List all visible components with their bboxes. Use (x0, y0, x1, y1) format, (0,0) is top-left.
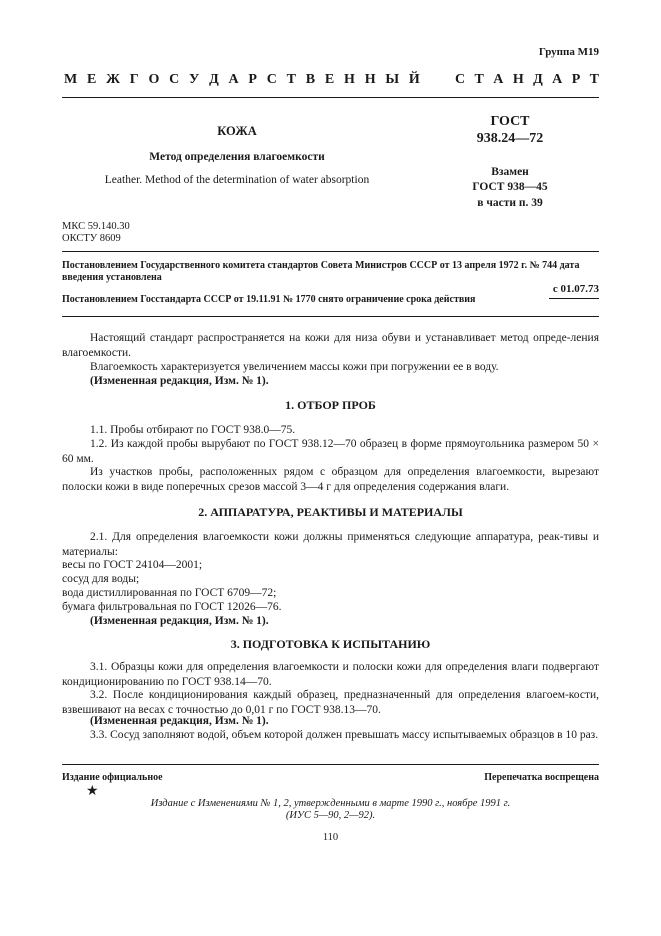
mks-code: МКС 59.140.30 (62, 221, 130, 232)
s2-item: бумага фильтровальная по ГОСТ 12026—76. (62, 601, 282, 613)
gost-label: ГОСТ (490, 114, 530, 129)
s3-paragraph-2: 3.2. После кондиционирования каждый образец, предназначенный для определения влагоем-кости, взвешивают на весах с точностью до 0,01 г по ГОСТ 938.13—70. (62, 689, 599, 716)
banner-word-1: М Е Ж Г О С У Д А Р С Т В Е Н Н Ы Й (64, 72, 420, 87)
intro-paragraph-1: Настоящий стандарт распространяется на кожи для низа обуви и устанавливает метод опреде-ления влагоемкости. (62, 332, 599, 359)
official-edition: Издание официальное (62, 772, 163, 783)
header-rule (62, 97, 599, 98)
group-label: Группа М19 (538, 46, 599, 58)
s2-item: сосуд для воды; (62, 573, 140, 585)
codes-rule (62, 251, 599, 252)
s2-item: весы по ГОСТ 24104—2001; (62, 559, 203, 571)
s3-amendment-note: (Измененная редакция, Изм. № 1). (90, 715, 269, 727)
decree-line-1: Постановлением Государственного комитета стандартов Совета Министров СССР от 13 апреля 1972 г. № 744 дата (62, 260, 580, 271)
doc-method: Метод определения влагоемкости (149, 151, 325, 163)
decree-line-3: Постановлением Госстандарта СССР от 19.11.91 № 1770 снято ограничение срока действия (62, 294, 476, 305)
s1-paragraph-3: Из участков пробы, расположенных рядом с образцом для определения влагоемкости, вырезают полоски кожи в виде поперечных срезов массой 3—4 г для определения содержания влаги. (62, 466, 599, 493)
decree-rule (62, 316, 599, 317)
reprint-prohibited: Перепечатка воспрещена (484, 772, 599, 783)
decree-date: с 01.07.73 (552, 283, 599, 295)
s2-paragraph-1: 2.1. Для определения влагоемкости кожи должны применяться следующие аппаратура, реак-тивы и материалы: (62, 531, 599, 558)
intro-amendment-note: (Измененная редакция, Изм. № 1). (90, 375, 269, 387)
interstate-standard-banner (64, 73, 599, 88)
amendments-line-2: (ИУС 5—90, 2—92). (285, 810, 376, 821)
gost-number: 938.24—72 (476, 131, 544, 146)
section-1-heading: 1. ОТБОР ПРОБ (285, 398, 376, 412)
section-3-heading: 3. ПОДГОТОВКА К ИСПЫТАНИЮ (230, 637, 431, 651)
s1-paragraph-1: 1.1. Пробы отбирают по ГОСТ 938.0—75. (90, 424, 296, 436)
date-underline (549, 298, 599, 299)
amendments-line-1: Издание с Изменениями № 1, 2, утвержденными в марте 1990 г., ноябре 1991 г. (150, 798, 511, 809)
doc-english-title: Leather. Method of the determination of water absorption (104, 174, 370, 186)
s3-paragraph-1: 3.1. Образцы кожи для определения влагоемкости и полоски кожи для определения влаги подвергают кондиционированию по ГОСТ 938.14—70. (62, 661, 599, 688)
banner-word-2: С Т А Н Д А Р Т (455, 72, 599, 87)
s2-amendment-note: (Измененная редакция, Изм. № 1). (90, 615, 269, 627)
s3-paragraph-3: 3.3. Сосуд заполняют водой, объем которой должен превышать массу испытываемых образцов в 10 раз. (90, 729, 599, 741)
s2-item: вода дистиллированная по ГОСТ 6709—72; (62, 587, 277, 599)
doc-title: КОЖА (217, 124, 257, 138)
section-2-heading: 2. АППАРАТУРА, РЕАКТИВЫ И МАТЕРИАЛЫ (198, 505, 463, 519)
intro-paragraph-2: Влагоемкость характеризуется увеличением массы кожи при погружении ее в воду. (90, 361, 499, 373)
s1-paragraph-2: 1.2. Из каждой пробы вырубают по ГОСТ 938.12—70 образец в форме прямоугольника размером 50 × 60 мм. (62, 438, 599, 465)
replace-part: в части п. 39 (477, 197, 543, 209)
footer-rule (62, 764, 599, 765)
replace-gost: ГОСТ 938—45 (472, 181, 548, 193)
decree-line-2: введения установлена (62, 272, 162, 283)
replace-label: Взамен (491, 166, 529, 178)
okstu-code: ОКСТУ 8609 (62, 233, 121, 244)
page-number: 110 (322, 832, 339, 843)
star-icon: ★ (86, 784, 99, 799)
